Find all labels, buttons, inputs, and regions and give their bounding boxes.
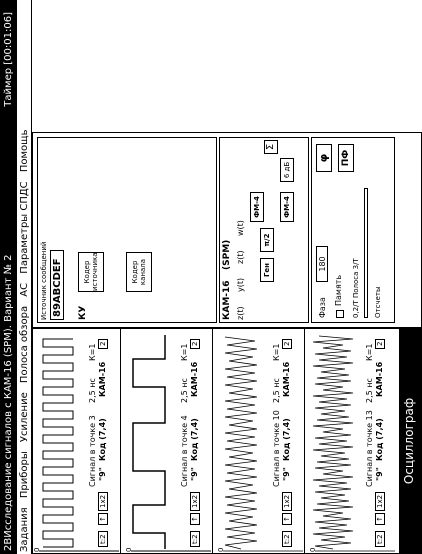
window-title: 2ВИсследование сигналов с КАМ-16 (SPM). Вариант № 2 [3,254,14,551]
attenuator-block: 6 дБ [280,158,294,182]
filter-button[interactable]: ПФ [338,144,354,172]
trace-3-code: Код (7,4) [282,418,291,461]
trace-4-n[interactable]: 2 [375,339,385,349]
title-bar [0,0,17,554]
trace-2-range[interactable]: 1x2 [190,492,200,511]
trace-1-time: 2,5 нс [88,378,97,403]
menu-tasks[interactable]: Задания [19,507,30,552]
controls-section [311,137,395,323]
trace-4-time-scale[interactable]: t:2 [375,531,385,547]
trace-3-range[interactable]: 1x2 [282,492,292,511]
trace-4-zero: 0 [309,547,317,552]
trace-4-up[interactable]: ↑ [375,513,385,525]
menu-bandwidth[interactable]: Полоса обзора [19,305,30,384]
trace-2-time-scale[interactable]: t:2 [190,531,200,547]
source-label: Источник сообщений [40,241,48,320]
trace-1-time-scale[interactable]: t:2 [98,531,108,547]
trace-2-zero: 0 [125,547,133,552]
sum-block: Σ [264,140,278,154]
trace-4-code: Код (7,4) [375,418,384,461]
trace-3-up[interactable]: ↑ [282,513,292,525]
menu-bar [17,0,32,554]
kam-section [219,137,309,323]
trace-1-n[interactable]: 2 [98,339,108,349]
band-label: 0,2/Т Полоса 3/Т [352,258,360,318]
trace-3-scale: "9" [282,467,291,481]
trace-4-info [365,332,395,547]
source-value[interactable]: 89ABCDEF [50,250,64,320]
kam-title: КАМ-16 [222,280,232,320]
phi-button[interactable]: φ [316,144,332,172]
trace-2-info [180,332,210,547]
timer: Таймер [00:01:06] [3,12,14,107]
trace-2-scale: "9" [190,467,199,481]
port-4: w(t) [236,220,245,236]
scheme-panel [32,132,422,328]
trace-3-signal: Сигнал в точке 10 [272,410,281,487]
menu-devices[interactable]: Приборы [19,451,30,499]
trace-4 [309,328,397,553]
menu-gain[interactable]: Усиление [19,392,30,443]
oscilloscope-footer: Осциллограф [399,329,421,553]
trace-1-code: Код (7,4) [98,418,107,461]
trace-3-zero: 0 [217,547,225,552]
trace-1-info [88,332,118,547]
trace-1 [33,328,121,553]
band-slider[interactable] [364,188,368,318]
generator-block: Ген [260,258,274,282]
trace-4-k: К=1 [365,343,374,361]
oscilloscope-panel [32,328,422,554]
scheme-footer [399,133,421,327]
channel-coder-block: Кодер канала [126,252,152,292]
port-3: z(t) [236,250,245,264]
trace-3-mod: КАМ-16 [282,361,291,397]
memory-checkbox[interactable] [336,310,344,318]
trace-2-mod: КАМ-16 [190,361,199,397]
trace-3-k: К=1 [272,343,281,361]
trace-1-up[interactable]: ↑ [98,513,108,525]
source-coder-block: Кодер источника [78,252,104,292]
fm4-bottom-block: ФМ-4 [280,192,294,222]
trace-3-time: 2,5 нс [272,378,281,403]
memory-label: Память [334,274,343,306]
trace-4-time: 2,5 нс [365,378,374,403]
phase-shift-block: π/2 [260,228,274,252]
trace-1-zero: 0 [33,547,41,552]
fm4-top-block: ФМ-4 [250,192,264,222]
trace-4-signal: Сигнал в точке 13 [365,410,374,487]
trace-2-up[interactable]: ↑ [190,513,200,525]
trace-2-signal: Сигнал в точке 4 [180,415,189,487]
trace-1-k: К=1 [88,343,97,361]
trace-2-k: К=1 [180,343,189,361]
phase-label: Фаза [318,297,327,318]
kam-spm: (SPM) [222,239,232,270]
menu-params[interactable]: Параметры СПДС [19,181,30,274]
menu-help[interactable]: Помощь [19,129,30,173]
trace-1-scale: "9" [98,467,107,481]
trace-3 [217,328,305,553]
trace-2-n[interactable]: 2 [190,339,200,349]
trace-3-time-scale[interactable]: t:2 [282,531,292,547]
trace-4-range[interactable]: 1x2 [375,492,385,511]
trace-4-mod: КАМ-16 [375,361,384,397]
trace-4-scale: "9" [375,467,384,481]
trace-1-range[interactable]: 1x2 [98,492,108,511]
trace-2-code: Код (7,4) [190,418,199,461]
port-1: z(t) [236,306,245,320]
menu-ac[interactable]: АС [19,282,30,297]
trace-1-signal: Сигнал в точке 3 [88,415,97,487]
phase-value[interactable]: 180 [316,246,328,282]
trace-2 [125,328,213,553]
port-2: y(t) [236,277,245,292]
trace-2-time: 2,5 нс [180,378,189,403]
ku-label: КУ [78,305,88,320]
counts-label: Отсчеты [374,286,382,318]
trace-3-info [272,332,302,547]
trace-1-mod: КАМ-16 [98,361,107,397]
source-section [37,137,217,323]
trace-3-n[interactable]: 2 [282,339,292,349]
